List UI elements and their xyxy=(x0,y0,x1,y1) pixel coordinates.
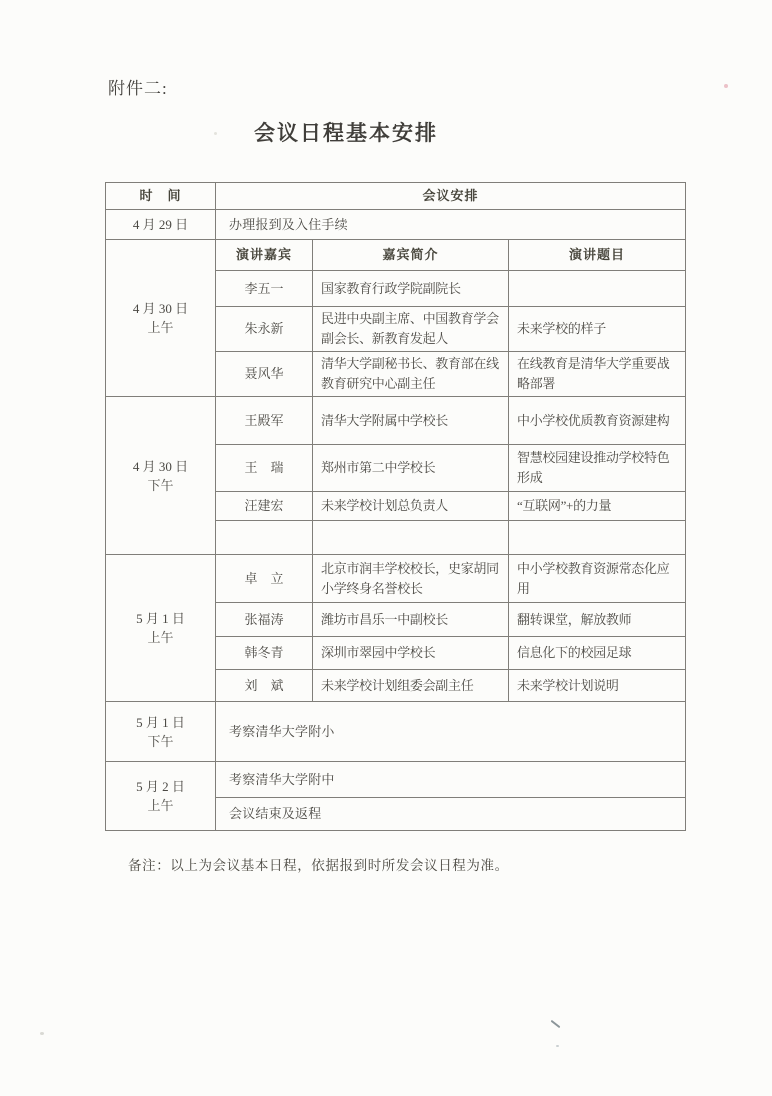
intro-cell: 北京市润丰学校校长，史家胡同小学终身名誉校长 xyxy=(313,555,509,603)
topic-cell: 未来学校的样子 xyxy=(509,307,686,352)
intro-cell: 郑州市第二中学校长 xyxy=(313,445,509,492)
subheader-speaker-cell: 演讲嘉宾 xyxy=(216,240,313,271)
intro-cell xyxy=(313,521,509,555)
intro-cell: 清华大学副秘书长、教育部在线教育研究中心副主任 xyxy=(313,352,509,397)
speaker-cell: 王殿军 xyxy=(216,397,313,445)
time-cell xyxy=(106,762,216,831)
speaker-cell xyxy=(216,521,313,555)
speaker-cell: 李五一 xyxy=(216,271,313,307)
topic-cell xyxy=(509,271,686,307)
topic-cell: 翻转课堂，解放教师 xyxy=(509,603,686,637)
time-date: 5 月 1 日 xyxy=(136,714,185,730)
speaker-cell: 聂风华 xyxy=(216,352,313,397)
scan-speck xyxy=(724,84,728,88)
intro-cell: 清华大学附属中学校长 xyxy=(313,397,509,445)
table-row xyxy=(106,555,686,603)
speaker-cell: 汪建宏 xyxy=(216,492,313,521)
note-text: 备注：以上为会议基本日程，依据报到时所发会议日程为准。 xyxy=(128,858,509,873)
time-cell: 4 月 29 日 xyxy=(106,210,216,240)
intro-cell: 未来学校计划组委会副主任 xyxy=(313,670,509,702)
speaker-cell: 朱永新 xyxy=(216,307,313,352)
topic-cell xyxy=(509,521,686,555)
activity-cell: 会议结束及返程 xyxy=(216,798,686,831)
intro-cell: 民进中央副主席、中国教育学会副会长、新教育发起人 xyxy=(313,307,509,352)
table-row xyxy=(106,702,686,762)
topic-cell: 未来学校计划说明 xyxy=(509,670,686,702)
time-date: 5 月 1 日 xyxy=(136,611,185,626)
scan-mark xyxy=(551,1020,561,1028)
speaker-cell: 韩冬青 xyxy=(216,637,313,670)
time-date: 4 月 30 日 xyxy=(132,458,189,474)
subheader-intro-cell: 嘉宾简介 xyxy=(313,240,509,271)
topic-cell: 中小学校优质教育资源建构 xyxy=(509,397,686,445)
time-period: 上午 xyxy=(147,320,174,335)
header-time-cell: 时 间 xyxy=(106,183,216,210)
speaker-cell: 卓 立 xyxy=(216,555,313,603)
table-header-row xyxy=(106,183,686,210)
activity-cell: 办理报到及入住手续 xyxy=(216,210,686,240)
intro-cell: 深圳市翠园中学校长 xyxy=(313,637,509,670)
intro-cell: 潍坊市昌乐一中副校长 xyxy=(313,603,509,637)
time-date: 4 月 30 日 xyxy=(132,301,189,316)
intro-cell: 未来学校计划总负责人 xyxy=(313,492,509,521)
speaker-cell: 张福涛 xyxy=(216,603,313,637)
speaker-cell: 王 瑞 xyxy=(216,445,313,492)
scan-speck xyxy=(40,1032,44,1035)
time-cell xyxy=(106,240,216,397)
topic-cell: 中小学校教育资源常态化应用 xyxy=(509,555,686,603)
header-arrangement-cell: 会议安排 xyxy=(216,183,686,210)
time-period: 上午 xyxy=(147,630,174,645)
table-row xyxy=(106,210,686,240)
scan-speck xyxy=(556,1045,559,1047)
subheader-topic-cell: 演讲题目 xyxy=(509,240,686,271)
intro-cell: 国家教育行政学院副院长 xyxy=(313,271,509,307)
activity-cell: 考察清华大学附小 xyxy=(216,702,686,762)
table-row xyxy=(106,762,686,798)
attachment-label: 附件二: xyxy=(108,79,168,98)
title-wrap xyxy=(0,117,692,147)
time-date: 5 月 2 日 xyxy=(136,779,185,794)
document-title: 会议日程基本安排 xyxy=(254,121,438,145)
speaker-header-row xyxy=(106,240,686,271)
topic-cell: 在线教育是清华大学重要战略部署 xyxy=(509,352,686,397)
time-period: 上午 xyxy=(147,798,174,813)
time-cell xyxy=(106,397,216,555)
activity-cell: 考察清华大学附中 xyxy=(216,762,686,798)
topic-cell: “互联网”+的力量 xyxy=(509,492,686,521)
time-cell xyxy=(106,702,216,762)
schedule-table xyxy=(105,182,686,831)
time-period: 下午 xyxy=(147,477,174,493)
time-period: 下午 xyxy=(147,733,174,749)
topic-cell: 信息化下的校园足球 xyxy=(509,637,686,670)
speaker-cell: 刘 斌 xyxy=(216,670,313,702)
table-row xyxy=(106,397,686,445)
topic-cell: 智慧校园建设推动学校特色形成 xyxy=(509,445,686,492)
time-cell xyxy=(106,555,216,702)
